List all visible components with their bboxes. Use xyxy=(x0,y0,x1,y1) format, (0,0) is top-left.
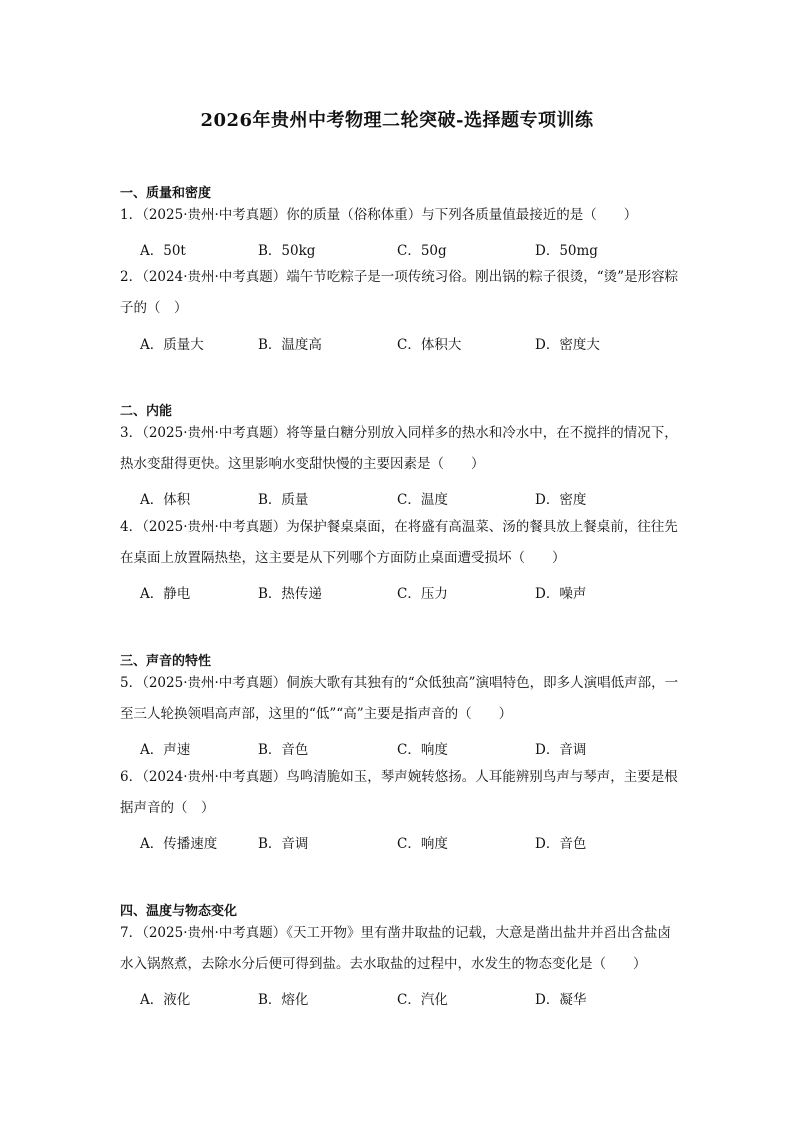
option-c: C．响度 xyxy=(397,742,448,758)
option-a: A．质量大 xyxy=(140,337,204,353)
section-heading: 四、温度与物态变化 xyxy=(120,904,238,919)
page-title: 2026年贵州中考物理二轮突破-选择题专项训练 xyxy=(200,110,594,131)
option-a: A．体积 xyxy=(140,492,191,508)
option-c: C．50g xyxy=(397,243,447,259)
section-heading: 一、质量和密度 xyxy=(120,186,212,201)
option-b: B．熔化 xyxy=(258,992,309,1008)
option-a: A．传播速度 xyxy=(140,836,218,852)
option-a: A．声速 xyxy=(140,742,191,758)
question-text: 2．（2024·贵州·中考真题）端午节吃粽子是一项传统习俗。刚出锅的粽子很烫，“烫”是形容粽子的（ ） xyxy=(120,269,679,316)
question-text: 4．（2025·贵州·中考真题）为保护餐桌桌面，在将盛有高温菜、汤的餐具放上餐桌前，往往先在桌面上放置隔热垫，这主要是从下列哪个方面防止桌面遭受损坏（ ） xyxy=(120,519,678,566)
question-text: 5．（2025·贵州·中考真题）侗族大歌有其独有的“众低独高”演唱特色，即多人演唱低声部，一至三人轮换领唱高声部，这里的“低”“高”主要是指声音的（ ） xyxy=(120,675,679,722)
option-b: B．50kg xyxy=(258,243,316,259)
options-row xyxy=(140,488,680,512)
option-c: C．体积大 xyxy=(397,337,462,353)
option-c: C．压力 xyxy=(397,586,448,602)
option-c: C．汽化 xyxy=(397,992,448,1008)
option-d: D．密度 xyxy=(535,492,587,508)
option-d: D．50mg xyxy=(535,243,598,259)
option-a: A．液化 xyxy=(140,992,191,1008)
option-d: D．音调 xyxy=(535,742,587,758)
option-b: B．音色 xyxy=(258,742,309,758)
option-a: A．50t xyxy=(140,243,186,259)
option-c: C．温度 xyxy=(397,492,448,508)
option-b: B．质量 xyxy=(258,492,309,508)
option-c: C．响度 xyxy=(397,836,448,852)
option-d: D．密度大 xyxy=(535,337,600,353)
options-row xyxy=(140,988,680,1012)
option-a: A．静电 xyxy=(140,586,191,602)
option-d: D．凝华 xyxy=(535,992,587,1008)
option-b: B．温度高 xyxy=(258,337,322,353)
question-text: 3．（2025·贵州·中考真题）将等量白糖分别放入同样多的热水和冷水中，在不搅拌的情况下，热水变甜得更快。这里影响水变甜快慢的主要因素是（ ） xyxy=(120,425,678,472)
options-row xyxy=(140,582,680,606)
options-row xyxy=(140,832,680,856)
section-heading: 二、内能 xyxy=(120,404,173,419)
options-row xyxy=(140,738,680,762)
option-b: B．音调 xyxy=(258,836,309,852)
question-text: 7．（2025·贵州·中考真题）《天工开物》里有凿井取盐的记载，大意是凿出盐井并舀出含盐卤水入锅熬煮，去除水分后便可得到盐。去水取盐的过程中，水发生的物态变化是（ ） xyxy=(120,925,672,972)
question-text: 6．（2024·贵州·中考真题）鸟鸣清脆如玉，琴声婉转悠扬。人耳能辨别鸟声与琴声，主要是根据声音的（ ） xyxy=(120,769,678,816)
option-d: D．音色 xyxy=(535,836,587,852)
option-b: B．热传递 xyxy=(258,586,322,602)
options-row xyxy=(140,333,680,357)
option-d: D．噪声 xyxy=(535,586,587,602)
section-heading: 三、声音的特性 xyxy=(120,654,212,669)
question-text: 1．（2025·贵州·中考真题）你的质量（俗称体重）与下列各质量值最接近的是（ ） xyxy=(120,207,638,223)
options-row xyxy=(140,239,680,263)
